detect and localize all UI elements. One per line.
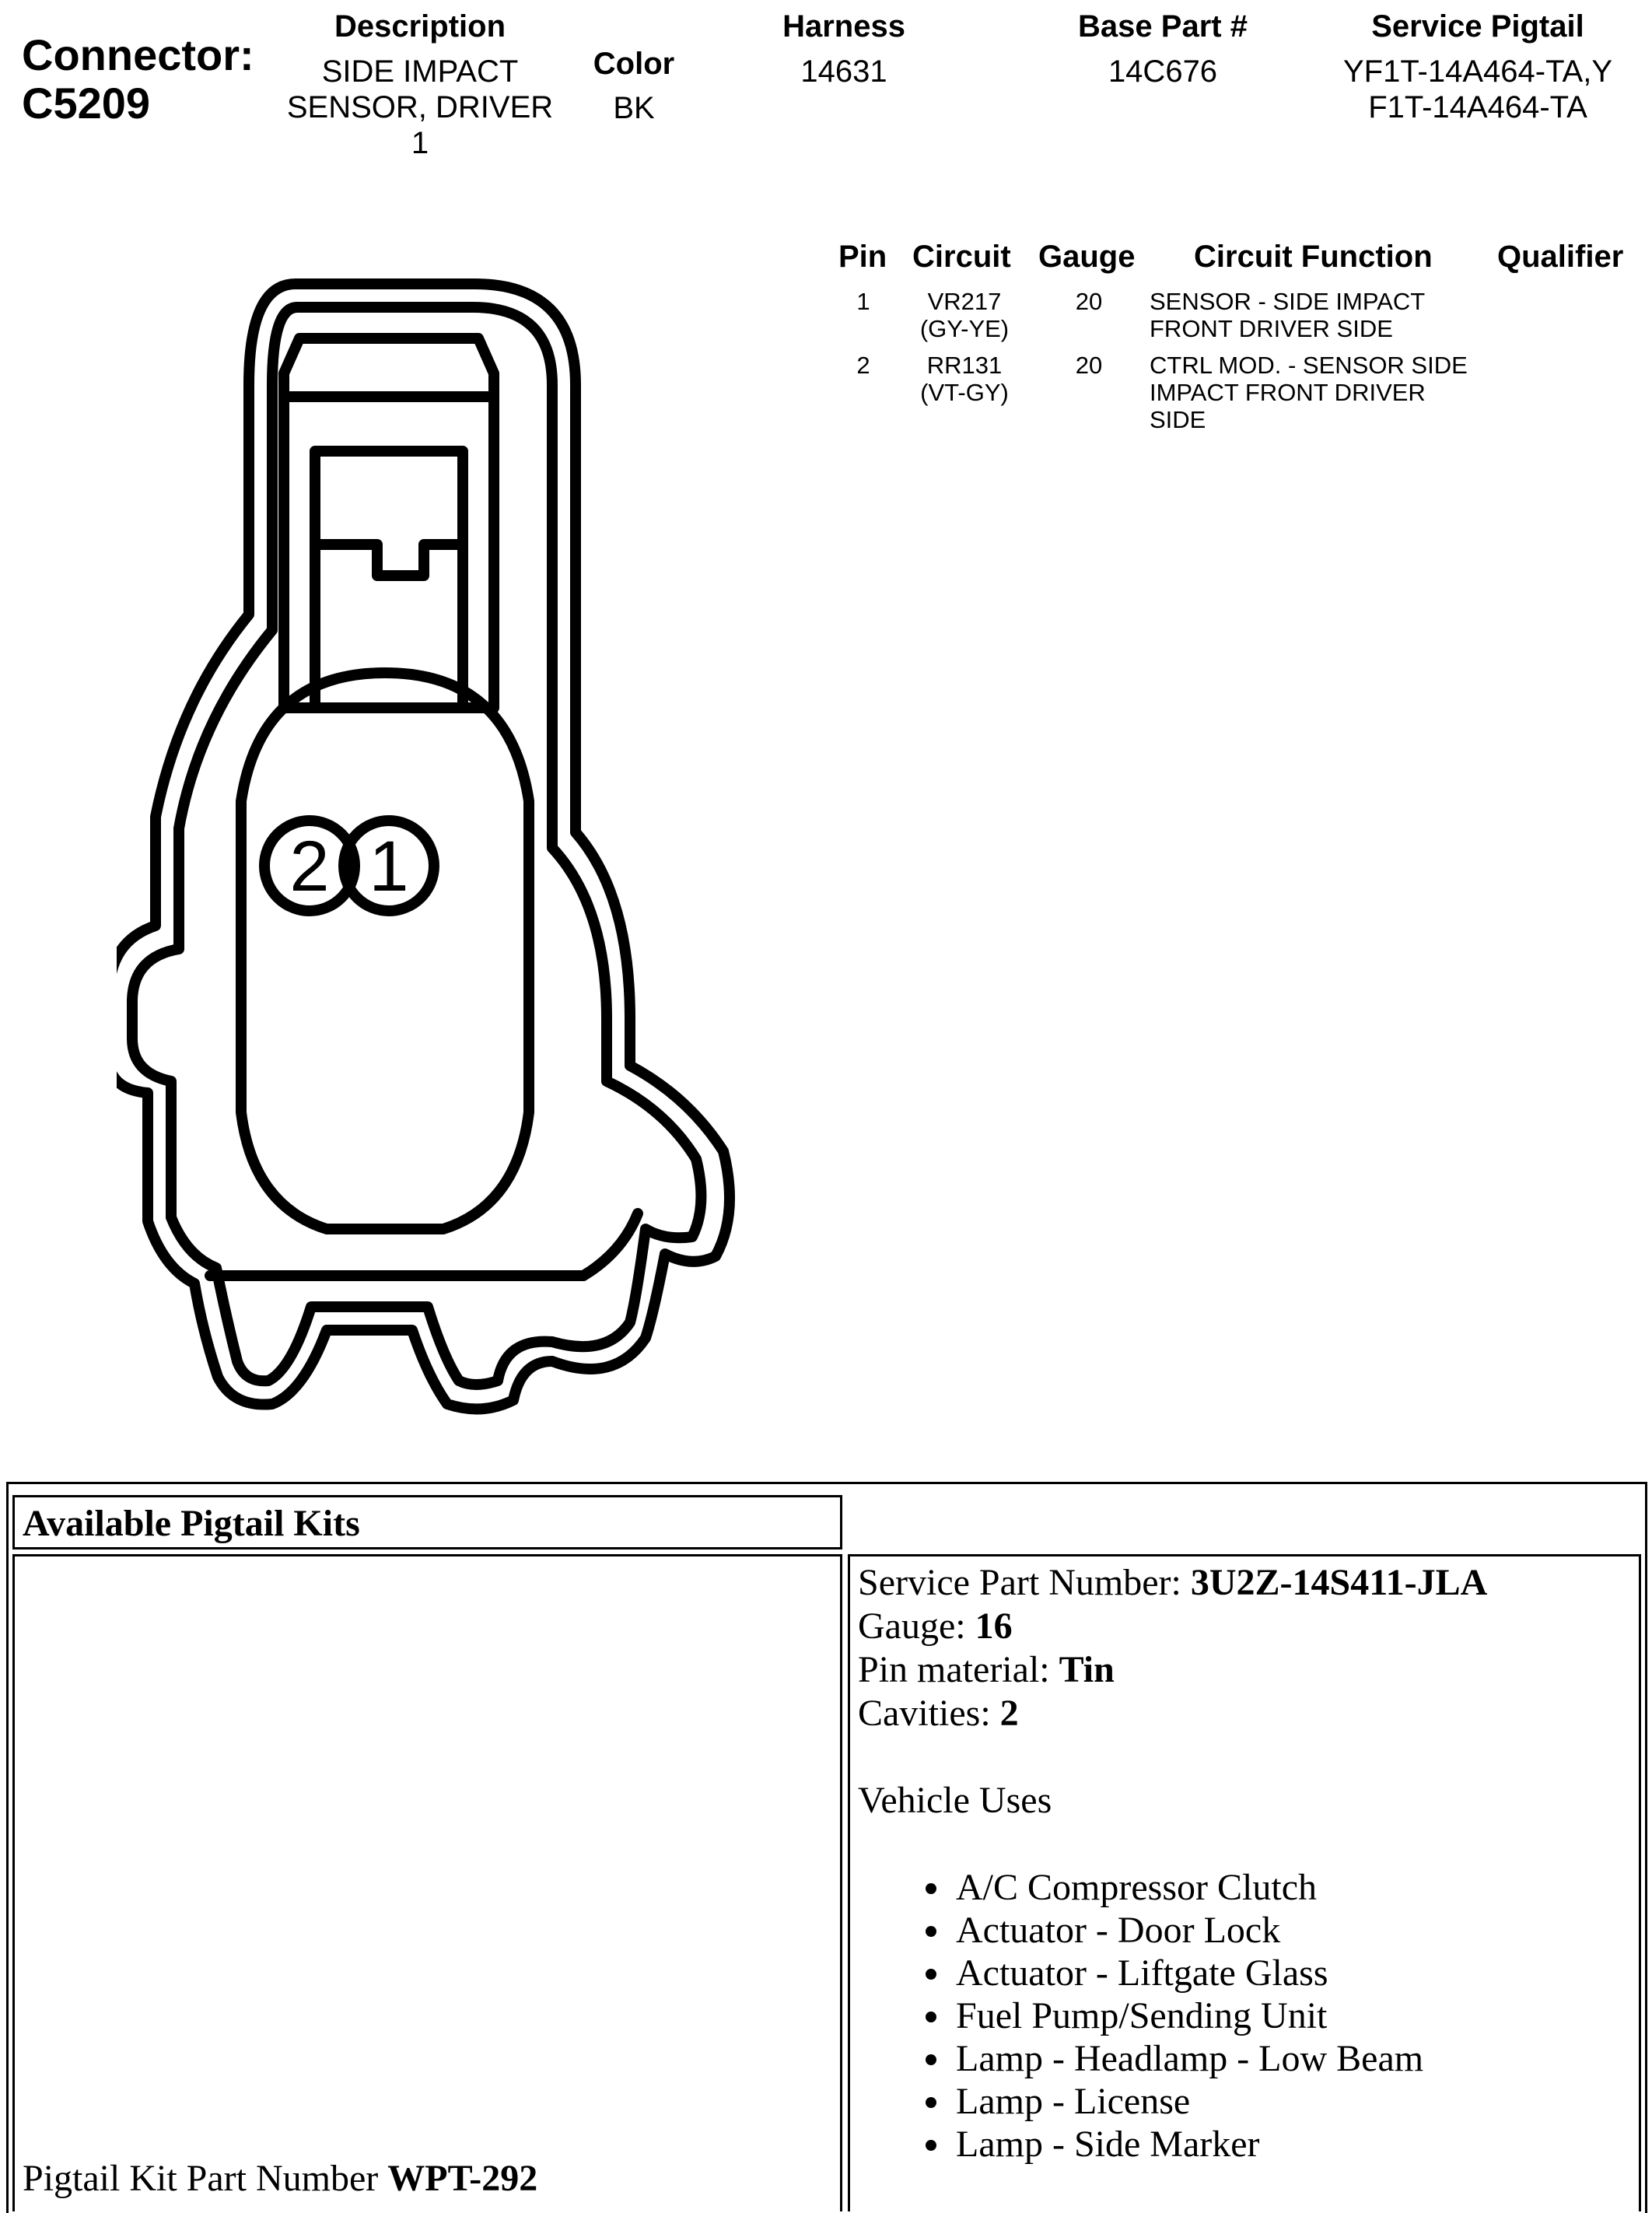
pin-1-label: 1 (369, 827, 409, 906)
pin-2-circuit-id: RR131 (926, 352, 1003, 379)
pin-material-line (858, 1648, 1639, 1692)
pin-1-circuit-id: VR217 (927, 288, 1002, 315)
gauge-label: Gauge: (858, 1605, 975, 1647)
connector-inner-outline (132, 307, 701, 1385)
base-part-header: Base Part # (1078, 9, 1248, 44)
qualifier-col-header: Qualifier (1497, 240, 1624, 274)
gauge-value: 16 (975, 1605, 1013, 1647)
pin-2-gauge: 20 (1075, 352, 1103, 379)
description-value: SIDE IMPACT SENSOR, DRIVER 1 (286, 54, 554, 160)
circuit-col-header: Circuit (912, 240, 1011, 274)
pin-2-function: CTRL MOD. - SENSOR SIDE IMPACT FRONT DRIVER SIDE (1150, 352, 1468, 433)
kit-part-label: Pigtail Kit Part Number (23, 2158, 388, 2199)
pigtail-kit-cell (12, 1554, 842, 2211)
cavities-line (858, 1692, 1639, 1735)
service-part-label: Service Part Number: (858, 1562, 1191, 1603)
connector-heading (22, 31, 254, 128)
cavities-label: Cavities: (858, 1693, 1000, 1734)
vehicle-uses-label: Vehicle Uses (858, 1780, 1052, 1821)
pin-face-body (241, 673, 529, 1229)
pigtail-heading: Available Pigtail Kits (23, 1503, 360, 1544)
vehicle-uses-list (858, 1866, 1639, 2166)
connector-id: C5209 (22, 79, 151, 128)
pin-col-header: Pin (838, 240, 887, 274)
list-item: • Actuator - Liftgate Glass (953, 1952, 1639, 1994)
pin-1-number: 1 (856, 288, 870, 315)
connector-label: Connector: (22, 30, 254, 79)
service-pigtail-value: YF1T-14A464-TA,YF1T-14A464-TA (1342, 54, 1613, 124)
harness-value: 14631 (800, 54, 887, 89)
pigtail-details-cell (848, 1554, 1641, 2211)
list-item: • Actuator - Door Lock (953, 1909, 1639, 1952)
list-item: • Lamp - Side Marker (953, 2123, 1639, 2166)
list-item: • Lamp - License (953, 2080, 1639, 2123)
color-value: BK (613, 91, 655, 125)
pin-2-circuit-color: (VT-GY) (920, 379, 1009, 406)
service-part-line (858, 1561, 1639, 1605)
pin-2-number: 2 (856, 352, 870, 379)
pigtail-kit-part (23, 2157, 537, 2201)
list-item: • Fuel Pump/Sending Unit (953, 1994, 1639, 2037)
pin-2-circuit (902, 352, 1027, 406)
pin-1-circuit (902, 288, 1027, 342)
circuit-function-col-header: Circuit Function (1194, 240, 1433, 274)
pin-material-label: Pin material: (858, 1649, 1059, 1690)
pin-material-value: Tin (1059, 1649, 1115, 1690)
list-item: • Lamp - Headlamp - Low Beam (953, 2037, 1639, 2080)
pin-1-function: SENSOR - SIDE IMPACT FRONT DRIVER SIDE (1150, 288, 1425, 342)
harness-header: Harness (782, 9, 905, 44)
gauge-line (858, 1605, 1639, 1648)
base-part-value: 14C676 (1108, 54, 1218, 89)
kit-part-value: WPT-292 (387, 2158, 538, 2199)
service-part-value: 3U2Z-14S411-JLA (1190, 1562, 1488, 1603)
pin-1-gauge: 20 (1075, 288, 1103, 315)
list-item: • A/C Compressor Clutch (953, 1866, 1639, 1909)
color-header: Color (593, 47, 675, 81)
pin-2-label: 2 (289, 827, 330, 906)
connector-face-diagram (117, 272, 754, 1416)
service-pigtail-header: Service Pigtail (1371, 9, 1584, 44)
pigtail-heading-cell (12, 1495, 842, 1549)
cavities-value: 2 (999, 1693, 1019, 1734)
pin-1-circuit-color: (GY-YE) (919, 315, 1010, 342)
gauge-col-header: Gauge (1038, 240, 1136, 274)
description-header: Description (334, 9, 506, 44)
